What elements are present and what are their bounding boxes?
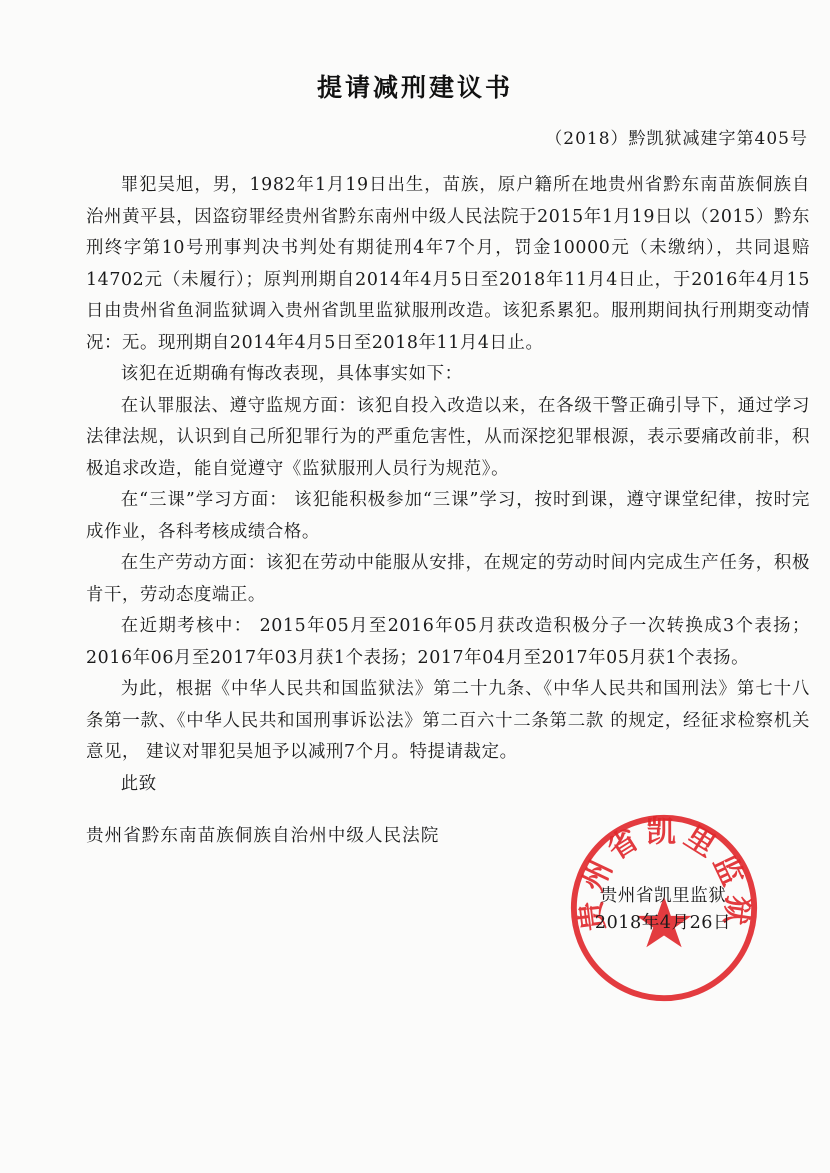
paragraph-study: 在“三课”学习方面： 该犯能积极参加“三课”学习，按时到课，遵守课堂纪律，按时完成作业，各科考核成绩合格。 — [86, 490, 810, 542]
paragraph-assessment: 在近期考核中： 2015年05月至2016年05月获改造积极分子一次转换成3个表扬；2016年06月至2017年03月获1个表扬；2017年04月至2017年05月获1个表扬。 — [86, 616, 810, 668]
document-body — [86, 170, 810, 800]
signature-block — [578, 883, 748, 937]
paragraph-law-abiding: 在认罪服法、遵守监规方面：该犯自投入改造以来，在各级干警正确引导下，通过学习法律法规，认识到自己所犯罪行为的严重危害性，从而深挖犯罪根源，表示要痛改前非，积极追求改造，能自觉遵守《监狱服刑人员行为规范》。 — [86, 395, 810, 479]
paragraph-criminal-info: 罪犯吴旭，男，1982年1月19日出生，苗族，原户籍所在地贵州省黔东南苗族侗族自治州黄平县，因盗窃罪经贵州省黔东南州中级人民法院于2015年1月19日以（2015）黔东刑终字第10号刑事判决书判处有期徒刑4年7个月，罚金10000元（未缴纳），共同退赔14702元（未履行）；原判刑期自2014年4月5日至2018年11月4日止，于2016年4月15日由贵州省鱼洞监狱调入贵州省凯里监狱服刑改造。该犯系累犯。服刑期间执行刑期变动情况：无。现刑期自2014年4月5日至2018年11月4日止。 — [86, 175, 810, 353]
paragraph-repentance-intro: 该犯在近期确有悔改表现，具体事实如下： — [120, 364, 463, 384]
signature-date: 2018年4月26日 — [594, 913, 732, 933]
signature-organization: 贵州省凯里监狱 — [599, 886, 727, 906]
svg-text:贵州省凯里监狱: 贵州省凯里监狱 — [571, 813, 757, 933]
document-title: 提请减刑建议书 — [316, 73, 513, 102]
paragraph-labor: 在生产劳动方面：该犯在劳动中能服从安排，在规定的劳动时间内完成生产任务，积极肯干，劳动态度端正。 — [86, 553, 810, 605]
paragraph-salutation: 此致 — [120, 773, 157, 794]
paragraph-recommendation: 为此，根据《中华人民共和国监狱法》第二十九条、《中华人民共和国刑法》第七十八条第一款、《中华人民共和国刑事诉讼法》第二百六十二条第二款 的规定，经征求检察机关意见， 建议对罪犯吴旭予以减刑7个月。特提请裁定。 — [86, 679, 810, 762]
document-number: （2018）黔凯狱减建字第405号 — [545, 129, 808, 149]
recipient-court: 贵州省黔东南苗族侗族自治州中级人民法院 — [86, 826, 440, 846]
